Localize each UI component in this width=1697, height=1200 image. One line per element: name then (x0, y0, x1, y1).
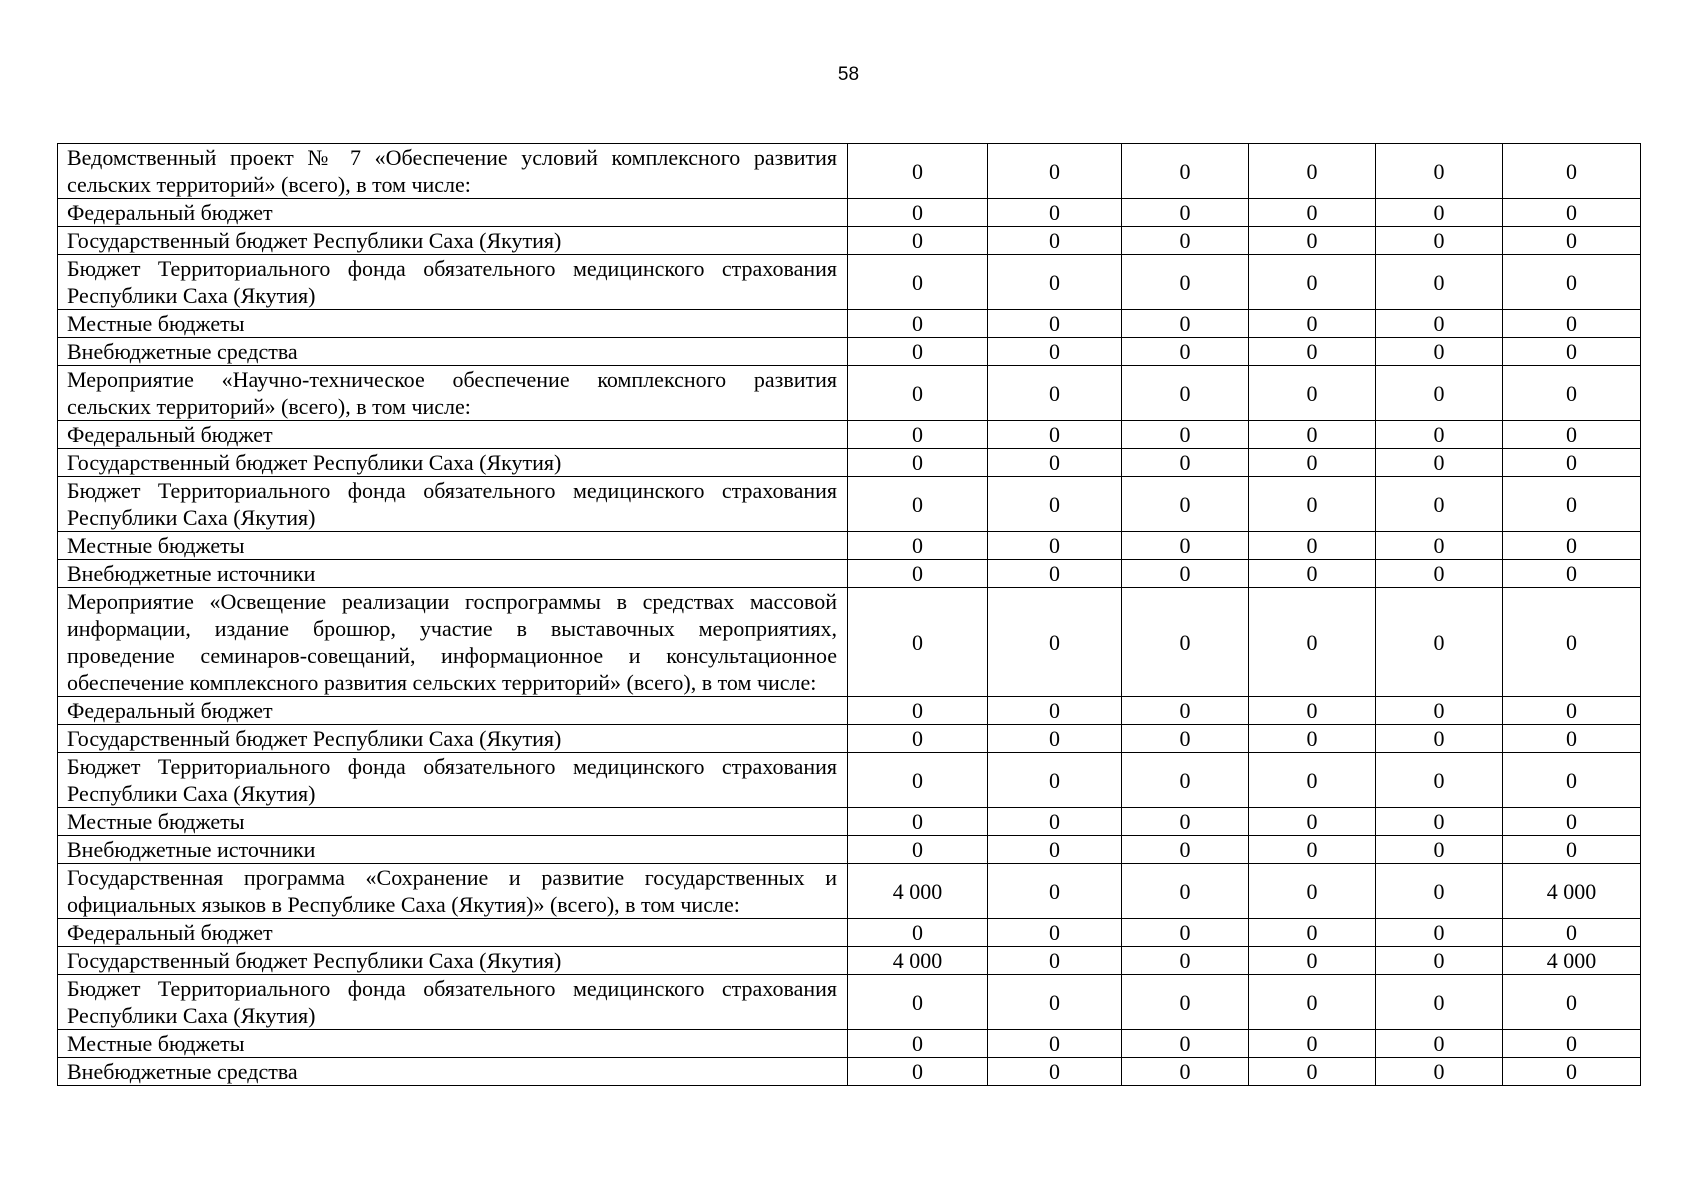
row-value: 0 (1376, 808, 1503, 836)
row-value: 0 (1122, 864, 1249, 919)
row-value: 0 (1376, 227, 1503, 255)
row-value: 0 (848, 421, 988, 449)
row-value: 0 (1503, 255, 1641, 310)
row-value: 0 (1503, 560, 1641, 588)
table-row (58, 560, 1641, 588)
row-value: 4 000 (1503, 947, 1641, 975)
row-value: 0 (1122, 532, 1249, 560)
row-value: 0 (1503, 1030, 1641, 1058)
row-value: 0 (1122, 227, 1249, 255)
row-value: 0 (848, 1030, 988, 1058)
row-value: 0 (1376, 919, 1503, 947)
row-value: 0 (1376, 975, 1503, 1030)
row-value: 0 (988, 1030, 1122, 1058)
row-value: 0 (848, 588, 988, 697)
row-value: 0 (1376, 588, 1503, 697)
row-value: 0 (848, 199, 988, 227)
row-value: 0 (1376, 255, 1503, 310)
row-value: 0 (988, 199, 1122, 227)
row-value: 0 (988, 560, 1122, 588)
row-value: 0 (1249, 588, 1376, 697)
row-value: 0 (848, 338, 988, 366)
row-value: 0 (848, 255, 988, 310)
row-value: 0 (1249, 753, 1376, 808)
row-value: 0 (1122, 421, 1249, 449)
row-label: Государственная программа «Сохранение и развитие государственных и официальных языков в Республике Саха (Якутия)» (всего), в том числе: (58, 864, 848, 919)
row-value: 0 (1249, 725, 1376, 753)
table-row (58, 975, 1641, 1030)
table-row (58, 947, 1641, 975)
table-row (58, 697, 1641, 725)
row-value: 0 (988, 808, 1122, 836)
table-row (58, 227, 1641, 255)
row-label: Местные бюджеты (58, 808, 848, 836)
row-value: 0 (1376, 532, 1503, 560)
row-value: 0 (1249, 864, 1376, 919)
table-row (58, 255, 1641, 310)
row-value: 0 (1503, 753, 1641, 808)
row-value: 0 (988, 255, 1122, 310)
row-value: 0 (1122, 919, 1249, 947)
table-row (58, 477, 1641, 532)
row-value: 0 (1249, 947, 1376, 975)
row-value: 0 (1376, 310, 1503, 338)
row-value: 0 (988, 588, 1122, 697)
row-value: 0 (848, 560, 988, 588)
row-value: 0 (1122, 560, 1249, 588)
table-row (58, 753, 1641, 808)
row-value: 0 (988, 864, 1122, 919)
row-value: 0 (848, 532, 988, 560)
page-number: 58 (837, 64, 860, 85)
table-row (58, 725, 1641, 753)
row-value: 0 (1376, 836, 1503, 864)
table-row (58, 144, 1641, 199)
row-value: 0 (1122, 477, 1249, 532)
row-value: 0 (988, 836, 1122, 864)
row-value: 0 (988, 366, 1122, 421)
row-value: 0 (1122, 1030, 1249, 1058)
row-label: Федеральный бюджет (58, 919, 848, 947)
row-value: 0 (848, 477, 988, 532)
row-label: Внебюджетные источники (58, 836, 848, 864)
row-label: Мероприятие «Освещение реализации госпрограммы в средствах массовой информации, издание брошюр, участие в выставочных мероприятиях, проведение семинаров-совещаний, информационное и консультационное обеспечение комплексного развития сельских территорий» (всего), в том числе: (58, 588, 848, 697)
table-row (58, 421, 1641, 449)
row-label: Федеральный бюджет (58, 421, 848, 449)
row-value: 0 (848, 725, 988, 753)
row-label: Мероприятие «Научно-техническое обеспечение комплексного развития сельских территорий» (всего), в том числе: (58, 366, 848, 421)
row-value: 0 (988, 753, 1122, 808)
row-value: 0 (1503, 227, 1641, 255)
row-value: 0 (1122, 338, 1249, 366)
row-value: 0 (1249, 144, 1376, 199)
table-row (58, 1030, 1641, 1058)
row-label: Государственный бюджет Республики Саха (Якутия) (58, 947, 848, 975)
row-label: Бюджет Территориального фонда обязательного медицинского страхования Республики Саха (Якутия) (58, 477, 848, 532)
row-value: 0 (1249, 560, 1376, 588)
row-label: Государственный бюджет Республики Саха (Якутия) (58, 227, 848, 255)
row-value: 0 (1503, 588, 1641, 697)
row-value: 0 (1249, 310, 1376, 338)
row-value: 0 (988, 421, 1122, 449)
table-row (58, 366, 1641, 421)
row-value: 0 (1122, 725, 1249, 753)
row-value: 0 (1122, 366, 1249, 421)
row-value: 0 (848, 919, 988, 947)
row-value: 0 (988, 919, 1122, 947)
table-row (58, 919, 1641, 947)
row-value: 0 (988, 532, 1122, 560)
row-label: Местные бюджеты (58, 1030, 848, 1058)
row-value: 0 (848, 836, 988, 864)
row-value: 0 (1376, 864, 1503, 919)
table-row (58, 864, 1641, 919)
row-value: 0 (848, 1058, 988, 1086)
row-label: Бюджет Территориального фонда обязательного медицинского страхования Республики Саха (Якутия) (58, 753, 848, 808)
row-value: 0 (988, 477, 1122, 532)
row-value: 0 (1122, 836, 1249, 864)
row-value: 0 (1249, 1058, 1376, 1086)
table-row (58, 532, 1641, 560)
row-value: 0 (988, 1058, 1122, 1086)
row-value: 0 (1376, 947, 1503, 975)
row-value: 0 (1503, 836, 1641, 864)
row-value: 4 000 (848, 947, 988, 975)
row-value: 0 (1503, 366, 1641, 421)
row-value: 0 (1122, 697, 1249, 725)
row-value: 0 (1249, 227, 1376, 255)
row-value: 0 (1503, 477, 1641, 532)
row-value: 0 (1376, 477, 1503, 532)
row-value: 0 (1249, 477, 1376, 532)
row-value: 0 (1503, 310, 1641, 338)
row-label: Федеральный бюджет (58, 199, 848, 227)
row-label: Местные бюджеты (58, 532, 848, 560)
budget-table-body (58, 144, 1641, 1086)
row-value: 0 (848, 310, 988, 338)
table-row (58, 1058, 1641, 1086)
row-value: 0 (1249, 421, 1376, 449)
row-value: 0 (1249, 338, 1376, 366)
row-value: 0 (988, 227, 1122, 255)
row-value: 0 (848, 975, 988, 1030)
table-row (58, 588, 1641, 697)
row-value: 0 (1249, 1030, 1376, 1058)
row-value: 0 (1503, 421, 1641, 449)
row-value: 0 (848, 227, 988, 255)
budget-table (57, 143, 1641, 1086)
row-value: 0 (1503, 919, 1641, 947)
row-value: 0 (1376, 421, 1503, 449)
row-value: 0 (988, 310, 1122, 338)
row-label: Местные бюджеты (58, 310, 848, 338)
row-label: Внебюджетные средства (58, 1058, 848, 1086)
row-value: 0 (1503, 975, 1641, 1030)
row-value: 0 (988, 697, 1122, 725)
row-value: 0 (848, 449, 988, 477)
row-value: 0 (988, 725, 1122, 753)
row-value: 0 (1376, 366, 1503, 421)
row-value: 0 (988, 449, 1122, 477)
row-value: 0 (1249, 449, 1376, 477)
row-value: 0 (1503, 532, 1641, 560)
table-row (58, 449, 1641, 477)
row-value: 0 (1122, 255, 1249, 310)
row-value: 0 (1376, 753, 1503, 808)
row-value: 0 (1503, 199, 1641, 227)
table-row (58, 199, 1641, 227)
row-value: 4 000 (1503, 864, 1641, 919)
row-value: 0 (988, 338, 1122, 366)
row-value: 0 (1122, 199, 1249, 227)
row-value: 0 (848, 697, 988, 725)
row-value: 0 (1249, 975, 1376, 1030)
row-value: 0 (1249, 255, 1376, 310)
row-value: 0 (848, 144, 988, 199)
row-value: 0 (1503, 808, 1641, 836)
row-label: Бюджет Территориального фонда обязательного медицинского страхования Республики Саха (Якутия) (58, 975, 848, 1030)
row-value: 0 (1249, 919, 1376, 947)
row-value: 0 (1376, 449, 1503, 477)
row-value: 0 (1376, 725, 1503, 753)
row-value: 0 (1376, 697, 1503, 725)
row-label: Внебюджетные средства (58, 338, 848, 366)
row-value: 0 (988, 144, 1122, 199)
table-row (58, 338, 1641, 366)
row-value: 0 (1376, 560, 1503, 588)
row-label: Ведомственный проект № 7 «Обеспечение условий комплексного развития сельских территорий» (всего), в том числе: (58, 144, 848, 199)
table-row (58, 836, 1641, 864)
row-value: 0 (1249, 366, 1376, 421)
row-value: 0 (848, 753, 988, 808)
row-value: 0 (1122, 449, 1249, 477)
row-label: Государственный бюджет Республики Саха (Якутия) (58, 725, 848, 753)
row-value: 0 (1249, 532, 1376, 560)
row-value: 0 (1122, 947, 1249, 975)
row-value: 0 (988, 947, 1122, 975)
table-row (58, 310, 1641, 338)
row-value: 0 (1376, 199, 1503, 227)
row-value: 0 (1249, 199, 1376, 227)
row-value: 0 (1503, 725, 1641, 753)
row-value: 0 (1122, 753, 1249, 808)
row-value: 0 (1376, 144, 1503, 199)
row-value: 4 000 (848, 864, 988, 919)
row-label: Внебюджетные источники (58, 560, 848, 588)
row-value: 0 (1122, 144, 1249, 199)
row-value: 0 (1503, 338, 1641, 366)
row-value: 0 (1122, 808, 1249, 836)
row-label: Бюджет Территориального фонда обязательного медицинского страхования Республики Саха (Якутия) (58, 255, 848, 310)
row-value: 0 (1503, 1058, 1641, 1086)
row-value: 0 (848, 808, 988, 836)
row-value: 0 (1376, 1030, 1503, 1058)
row-value: 0 (1122, 588, 1249, 697)
row-label: Государственный бюджет Республики Саха (Якутия) (58, 449, 848, 477)
row-value: 0 (1122, 1058, 1249, 1086)
row-value: 0 (1503, 144, 1641, 199)
row-value: 0 (1122, 310, 1249, 338)
row-label: Федеральный бюджет (58, 697, 848, 725)
row-value: 0 (1249, 836, 1376, 864)
row-value: 0 (1503, 697, 1641, 725)
row-value: 0 (1122, 975, 1249, 1030)
row-value: 0 (1376, 1058, 1503, 1086)
row-value: 0 (1249, 697, 1376, 725)
table-row (58, 808, 1641, 836)
row-value: 0 (1376, 338, 1503, 366)
row-value: 0 (988, 975, 1122, 1030)
row-value: 0 (1249, 808, 1376, 836)
row-value: 0 (1503, 449, 1641, 477)
row-value: 0 (848, 366, 988, 421)
